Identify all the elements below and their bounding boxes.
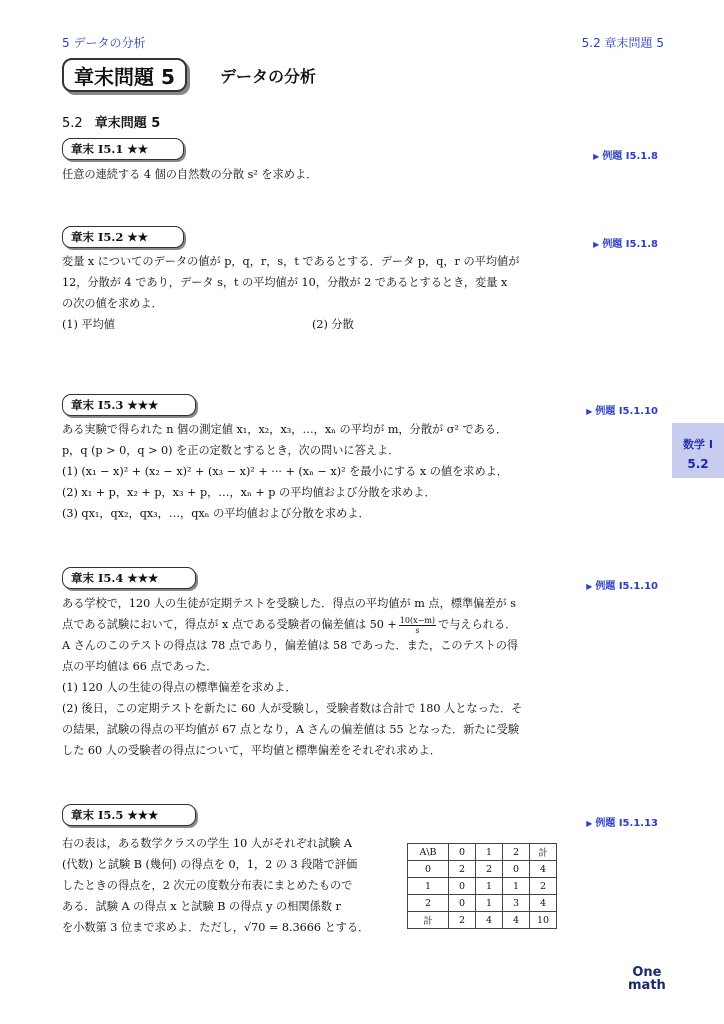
table-cell: 0 xyxy=(449,895,476,912)
section-heading xyxy=(62,112,160,131)
problem-text xyxy=(62,164,562,185)
logo-line-one: One xyxy=(632,965,662,980)
problem-line: ある．試験 A の得点 x と試験 B の得点 y の相関係数 r xyxy=(62,900,341,913)
triangle-icon: ▶ xyxy=(586,407,593,416)
example-reference-text: 例題 I5.1.10 xyxy=(595,406,658,417)
table-cell: 10 xyxy=(530,912,557,929)
table-cell: 0 xyxy=(449,878,476,895)
problem-line: (3) qx₁，qx₂，qx₃，…，qxₙ の平均値および分散を求めよ． xyxy=(62,507,370,520)
table-cell: 1 xyxy=(476,878,503,895)
sub-questions xyxy=(62,314,562,335)
problem-line: を小数第 3 位まで求めよ．ただし，√70 = 8.3666 とする． xyxy=(62,921,370,934)
side-tab-subject: 数学 I xyxy=(683,438,713,451)
problem-line: (1) (x₁ − x)² + (x₂ − x)² + (x₃ − x)² + ··· + (xₙ − x)² を最小にする x の値を求めよ． xyxy=(62,465,509,478)
example-reference-text: 例題 I5.1.10 xyxy=(595,581,658,592)
problem-label: 章末 I5.2 ★★ xyxy=(62,226,184,248)
chapter-title-box: 章末問題 5 xyxy=(62,58,187,92)
running-header-chapter: 5 データの分析 xyxy=(62,36,146,50)
logo-line-math: math xyxy=(628,978,666,993)
problem-line: 変量 x についてのデータの値が p，q，r，s，t であるとする．データ p，q，r の平均値が xyxy=(62,255,520,268)
problem-line: (代数) と試験 B (幾何) の得点を 0，1，2 の 3 段階で評価 xyxy=(62,858,358,871)
problem-text xyxy=(62,251,562,335)
fraction-numerator: 10(x−m) xyxy=(399,615,436,625)
triangle-icon: ▶ xyxy=(593,240,600,249)
problem-line-part: で与えられる． xyxy=(438,618,517,631)
frequency-table xyxy=(407,843,557,929)
table-cell: 計 xyxy=(408,912,449,929)
example-reference-link[interactable] xyxy=(586,577,658,592)
table-cell: 2 xyxy=(449,912,476,929)
problem-line: (1) 120 人の生徒の得点の標準偏差を求めよ． xyxy=(62,681,297,694)
table-cell: 0 xyxy=(503,861,530,878)
onemath-logo xyxy=(628,966,666,992)
problem-line-part: 点である試験において，得点が x 点である受験者の偏差値は 50 + xyxy=(62,618,397,631)
problem-line: した 60 人の受験者の得点について，平均値と標準偏差をそれぞれ求めよ． xyxy=(62,744,441,757)
table-cell: 4 xyxy=(476,912,503,929)
section-number: 5.2 xyxy=(62,116,83,131)
problem-line: 12，分散が 4 であり，データ s，t の平均値が 10，分散が 2 であるとするとき，変量 x xyxy=(62,276,508,289)
section-title: 章末問題 5 xyxy=(94,116,161,131)
problem-line: の次の値を求めよ． xyxy=(62,297,163,310)
table-header-cell: 1 xyxy=(476,844,503,861)
problem-label: 章末 I5.4 ★★★ xyxy=(62,567,196,589)
triangle-icon: ▶ xyxy=(593,152,600,161)
problem-line: (2) 後日，この定期テストを新たに 60 人が受験し，受験者数は合計で 180 人となった．そ xyxy=(62,702,523,715)
sub-question: (2) 分散 xyxy=(312,318,354,331)
table-cell: 4 xyxy=(530,895,557,912)
problem-line: 右の表は，ある数学クラスの学生 10 人がそれぞれ試験 A xyxy=(62,837,352,850)
problem-text xyxy=(62,419,562,524)
triangle-icon: ▶ xyxy=(586,582,593,591)
table-cell: 2 xyxy=(530,878,557,895)
example-reference-text: 例題 I5.1.8 xyxy=(602,151,658,162)
table-cell: 0 xyxy=(408,861,449,878)
problem-text xyxy=(62,593,562,761)
example-reference-text: 例題 I5.1.8 xyxy=(602,239,658,250)
problem-text xyxy=(62,833,392,938)
table-header-cell: 計 xyxy=(530,844,557,861)
problem-line: A さんのこのテストの得点は 78 点であり，偏差値は 58 であった．また，このテストの得 xyxy=(62,639,519,652)
table-cell: 3 xyxy=(503,895,530,912)
problem-line: ある学校で，120 人の生徒が定期テストを受験した．得点の平均値が m 点，標準偏差が s xyxy=(62,597,517,610)
problem-line: の結果，試験の得点の平均値が 67 点となり，A さんの偏差値は 55 となった．新たに受験 xyxy=(62,723,520,736)
running-header-section: 5.2 章末問題 5 xyxy=(581,36,664,50)
problem-line: p，q (p > 0，q > 0) を正の定数とするとき，次の問いに答えよ． xyxy=(62,444,400,457)
table-header-cell: 0 xyxy=(449,844,476,861)
fraction-denominator: s xyxy=(415,625,420,635)
problem-label: 章末 I5.3 ★★★ xyxy=(62,394,196,416)
table-cell: 2 xyxy=(449,861,476,878)
side-tab-section: 5.2 xyxy=(687,457,709,471)
table-row xyxy=(408,878,557,895)
problem-line: (2) x₁ + p，x₂ + p，x₃ + p，…，xₙ + p の平均値および分散を求めよ． xyxy=(62,486,436,499)
table-cell: 1 xyxy=(503,878,530,895)
problem-label: 章末 I5.1 ★★ xyxy=(62,138,184,160)
problem-label: 章末 I5.5 ★★★ xyxy=(62,804,196,826)
table-cell: 1 xyxy=(408,878,449,895)
example-reference-link[interactable] xyxy=(593,147,658,162)
table-cell: 2 xyxy=(408,895,449,912)
triangle-icon: ▶ xyxy=(586,819,593,828)
table-header-cell: A\B xyxy=(408,844,449,861)
table-row xyxy=(408,912,557,929)
example-reference-link[interactable] xyxy=(586,814,658,829)
problem-line: 点の平均値は 66 点であった． xyxy=(62,660,218,673)
table-row xyxy=(408,861,557,878)
table-cell: 4 xyxy=(530,861,557,878)
table-row xyxy=(408,895,557,912)
table-header-cell: 2 xyxy=(503,844,530,861)
problem-line: ある実験で得られた n 個の測定値 x₁，x₂，x₃，…，xₙ の平均が m，分散が σ² である． xyxy=(62,423,508,436)
table-cell: 2 xyxy=(476,861,503,878)
fraction xyxy=(399,616,436,635)
chapter-subtitle: データの分析 xyxy=(220,67,317,86)
example-reference-link[interactable] xyxy=(593,235,658,250)
example-reference-link[interactable] xyxy=(586,402,658,417)
table-header-row xyxy=(408,844,557,861)
table-cell: 1 xyxy=(476,895,503,912)
problem-line: したときの得点を，2 次元の度数分布表にまとめたもので xyxy=(62,879,353,892)
sub-question: (1) 平均値 xyxy=(62,318,115,331)
example-reference-text: 例題 I5.1.13 xyxy=(595,818,658,829)
problem-line: 任意の連続する 4 個の自然数の分散 s² を求めよ． xyxy=(62,168,318,181)
problem-line-with-fraction xyxy=(62,614,562,635)
side-chapter-tab[interactable] xyxy=(672,423,724,478)
table-cell: 4 xyxy=(503,912,530,929)
